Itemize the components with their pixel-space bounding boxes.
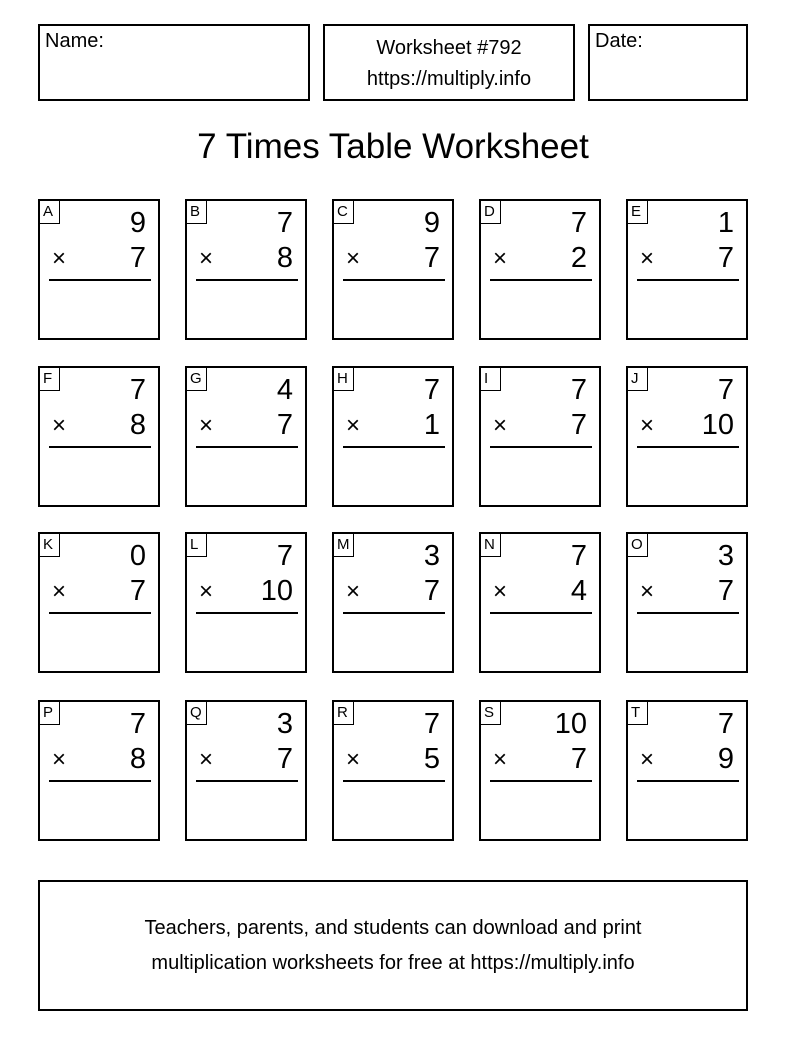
multiplicand: 7 [129, 708, 146, 740]
problem-box [185, 700, 307, 841]
multiplier: 7 [129, 242, 146, 274]
problem-box [332, 366, 454, 507]
problem-box [185, 532, 307, 673]
multiplicand: 7 [129, 374, 146, 406]
multiplicand: 7 [276, 207, 293, 239]
problem-box [38, 532, 160, 673]
problem-box [626, 199, 748, 340]
problem-box [332, 532, 454, 673]
problem-letter: F [40, 368, 60, 391]
times-sign: × [346, 245, 361, 272]
answer-line [49, 612, 151, 614]
problem-letter: R [334, 702, 354, 725]
times-sign: × [493, 412, 508, 439]
problem-box [479, 199, 601, 340]
problem-letter: B [187, 201, 207, 224]
multiplicand: 4 [276, 374, 293, 406]
times-sign: × [199, 412, 214, 439]
answer-line [49, 446, 151, 448]
date-label: Date: [595, 30, 643, 52]
multiplicand: 3 [276, 708, 293, 740]
multiplicand: 1 [717, 207, 734, 239]
multiplicand: 9 [129, 207, 146, 239]
answer-line [343, 279, 445, 281]
multiplier: 7 [570, 409, 587, 441]
times-sign: × [346, 412, 361, 439]
problem-letter: P [40, 702, 60, 725]
problem-box [479, 366, 601, 507]
times-sign: × [640, 245, 655, 272]
problem-box [479, 700, 601, 841]
problem-box [38, 700, 160, 841]
problem-box [38, 199, 160, 340]
footer-text-line-2: multiplication worksheets for free at https://multiply.info [151, 952, 635, 974]
multiplicand: 7 [570, 540, 587, 572]
page-title: 7 Times Table Worksheet [197, 127, 589, 166]
multiplicand: 7 [717, 708, 734, 740]
times-sign: × [493, 578, 508, 605]
footer-box [38, 880, 748, 1011]
problem-box [332, 700, 454, 841]
answer-line [490, 279, 592, 281]
times-sign: × [52, 746, 67, 773]
multiplicand: 7 [570, 374, 587, 406]
multiplier: 7 [129, 575, 146, 607]
answer-line [490, 780, 592, 782]
problem-letter: T [628, 702, 648, 725]
name-label: Name: [45, 30, 104, 52]
multiplier: 7 [423, 575, 440, 607]
multiplier: 7 [717, 575, 734, 607]
problem-box [38, 366, 160, 507]
problem-box [185, 199, 307, 340]
problem-letter: J [628, 368, 648, 391]
footer-text-line-1: Teachers, parents, and students can download and print [144, 917, 642, 939]
problem-box [626, 700, 748, 841]
problem-box [185, 366, 307, 507]
times-sign: × [346, 578, 361, 605]
times-sign: × [640, 578, 655, 605]
times-sign: × [493, 245, 508, 272]
problem-letter: C [334, 201, 354, 224]
problem-letter: M [334, 534, 354, 557]
times-sign: × [199, 746, 214, 773]
times-sign: × [199, 578, 214, 605]
problem-letter: D [481, 201, 501, 224]
times-sign: × [199, 245, 214, 272]
problem-letter: Q [187, 702, 207, 725]
multiplier: 9 [717, 743, 734, 775]
problem-box [626, 532, 748, 673]
answer-line [49, 780, 151, 782]
multiplier: 7 [423, 242, 440, 274]
answer-line [490, 612, 592, 614]
problem-box [626, 366, 748, 507]
answer-line [637, 446, 739, 448]
problem-letter: E [628, 201, 648, 224]
times-sign: × [640, 746, 655, 773]
multiplicand: 0 [129, 540, 146, 572]
times-sign: × [640, 412, 655, 439]
problem-letter: S [481, 702, 501, 725]
answer-line [343, 446, 445, 448]
problem-box [332, 199, 454, 340]
answer-line [343, 780, 445, 782]
multiplier: 2 [570, 242, 587, 274]
times-sign: × [52, 245, 67, 272]
problem-letter: O [628, 534, 648, 557]
problem-letter: H [334, 368, 354, 391]
multiplier: 7 [570, 743, 587, 775]
multiplicand: 7 [276, 540, 293, 572]
answer-line [49, 279, 151, 281]
multiplier: 10 [260, 575, 293, 607]
problem-letter: L [187, 534, 207, 557]
multiplier: 1 [423, 409, 440, 441]
worksheet-url: https://multiply.info [366, 68, 532, 90]
answer-line [637, 279, 739, 281]
answer-line [196, 612, 298, 614]
times-sign: × [52, 412, 67, 439]
problem-letter: N [481, 534, 501, 557]
worksheet-number: Worksheet #792 [376, 37, 522, 59]
problem-letter: A [40, 201, 60, 224]
multiplier: 8 [129, 409, 146, 441]
multiplicand: 7 [717, 374, 734, 406]
multiplicand: 7 [423, 374, 440, 406]
problem-box [479, 532, 601, 673]
times-sign: × [346, 746, 361, 773]
multiplicand: 7 [423, 708, 440, 740]
times-sign: × [52, 578, 67, 605]
problem-letter: K [40, 534, 60, 557]
multiplier: 8 [276, 242, 293, 274]
multiplier: 7 [276, 743, 293, 775]
problem-letter: I [481, 368, 501, 391]
multiplier: 7 [276, 409, 293, 441]
problem-letter: G [187, 368, 207, 391]
times-sign: × [493, 746, 508, 773]
answer-line [343, 612, 445, 614]
answer-line [637, 612, 739, 614]
multiplicand: 7 [570, 207, 587, 239]
answer-line [196, 780, 298, 782]
multiplier: 10 [701, 409, 734, 441]
multiplicand: 9 [423, 207, 440, 239]
answer-line [490, 446, 592, 448]
multiplicand: 10 [554, 708, 587, 740]
answer-line [196, 446, 298, 448]
multiplier: 8 [129, 743, 146, 775]
multiplier: 7 [717, 242, 734, 274]
multiplier: 4 [570, 575, 587, 607]
multiplier: 5 [423, 743, 440, 775]
multiplicand: 3 [423, 540, 440, 572]
answer-line [196, 279, 298, 281]
answer-line [637, 780, 739, 782]
multiplicand: 3 [717, 540, 734, 572]
